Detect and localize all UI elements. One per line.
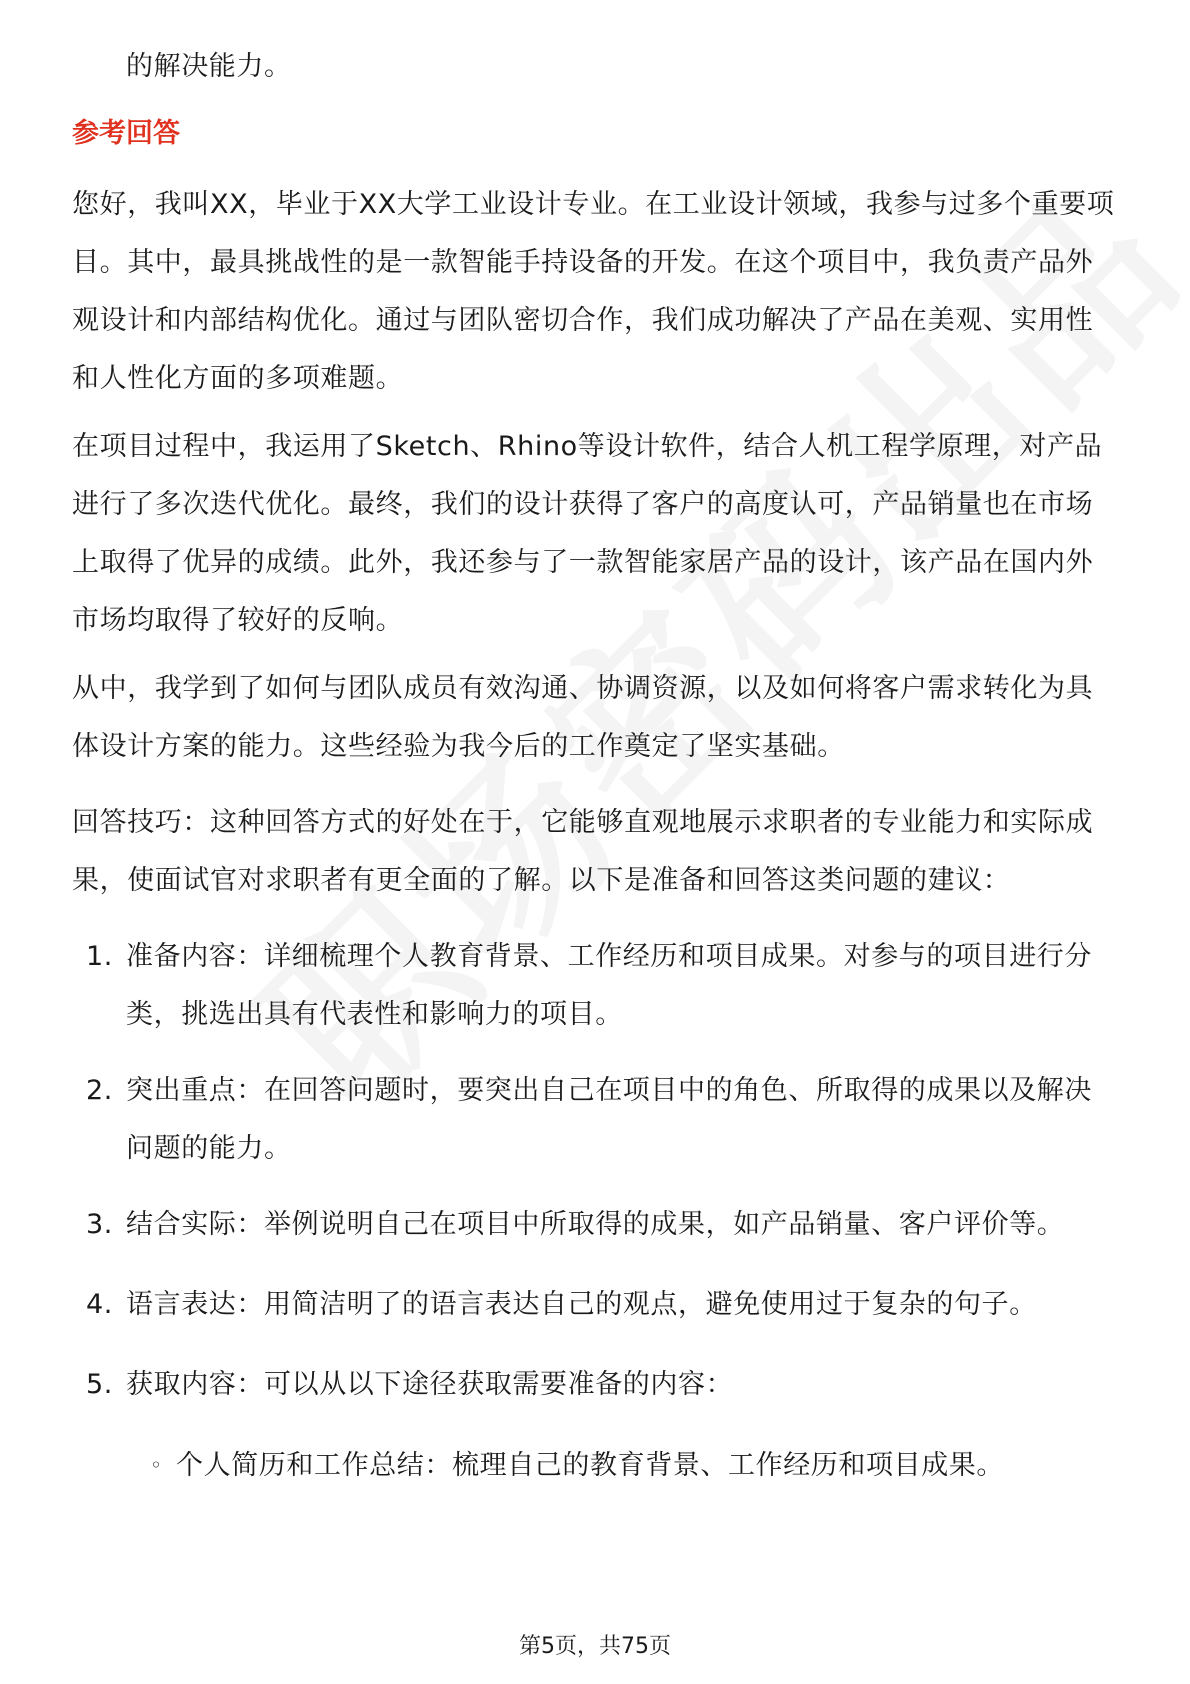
list-item-text: 获取内容：可以从以下途径获取需要准备的内容： [126,1369,734,1400]
page-footer: 第5页，共75页 [519,1634,671,1659]
reference-answer-heading: 参考回答 [72,118,180,149]
list-item-text: 语言表达：用简洁明了的语言表达自己的观点，避免使用过于复杂的句子。 [126,1289,1037,1320]
list-number: 4. [86,1289,113,1320]
list-item-text: 突出重点：在回答问题时，要突出自己在项目中的角色、所取得的成果以及解决问题的能力。 [126,1075,1092,1164]
answer-paragraph-2: 在项目过程中，我运用了Sketch、Rhino等设计软件，结合人机工程学原理，对产品进行了多次迭代优化。最终，我们的设计获得了客户的高度认可，产品销量也在市场上取得了优异的成绩。此外，我还参与了一款智能家居产品的设计，该产品在国内外市场均取得了较好的反响。 [72,431,1103,636]
answer-paragraph-1: 您好，我叫XX，毕业于XX大学工业设计专业。在工业设计领域，我参与过多个重要项目。其中，最具挑战性的是一款智能手持设备的开发。在这个项目中，我负责产品外观设计和内部结构优化。通过与团队密切合作，我们成功解决了产品在美观、实用性和人性化方面的多项难题。 [72,189,1115,394]
continued-text: 的解决能力。 [126,51,292,82]
list-number: 3. [86,1209,113,1240]
hollow-bullet-icon: ◦ [150,1453,163,1477]
answer-paragraph-3: 从中，我学到了如何与团队成员有效沟通、协调资源，以及如何将客户需求转化为具体设计方案的能力。这些经验为我今后的工作奠定了坚实基础。 [72,673,1094,762]
answer-tips-paragraph: 回答技巧：这种回答方式的好处在于，它能够直观地展示求职者的专业能力和实际成果，使面试官对求职者有更全面的了解。以下是准备和回答这类问题的建议： [72,807,1094,896]
sub-list-item-text: 个人简历和工作总结：梳理自己的教育背景、工作经历和项目成果。 [176,1450,1004,1481]
sub-list-item [150,1436,1118,1495]
list-number: 5. [86,1369,113,1400]
list-item-text: 准备内容：详细梳理个人教育背景、工作经历和项目成果。对参与的项目进行分类，挑选出具有代表性和影响力的项目。 [126,941,1092,1030]
list-number: 2. [86,1075,113,1106]
list-number: 1. [86,941,113,972]
list-item-text: 结合实际：举例说明自己在项目中所取得的成果，如产品销量、客户评价等。 [126,1209,1065,1240]
